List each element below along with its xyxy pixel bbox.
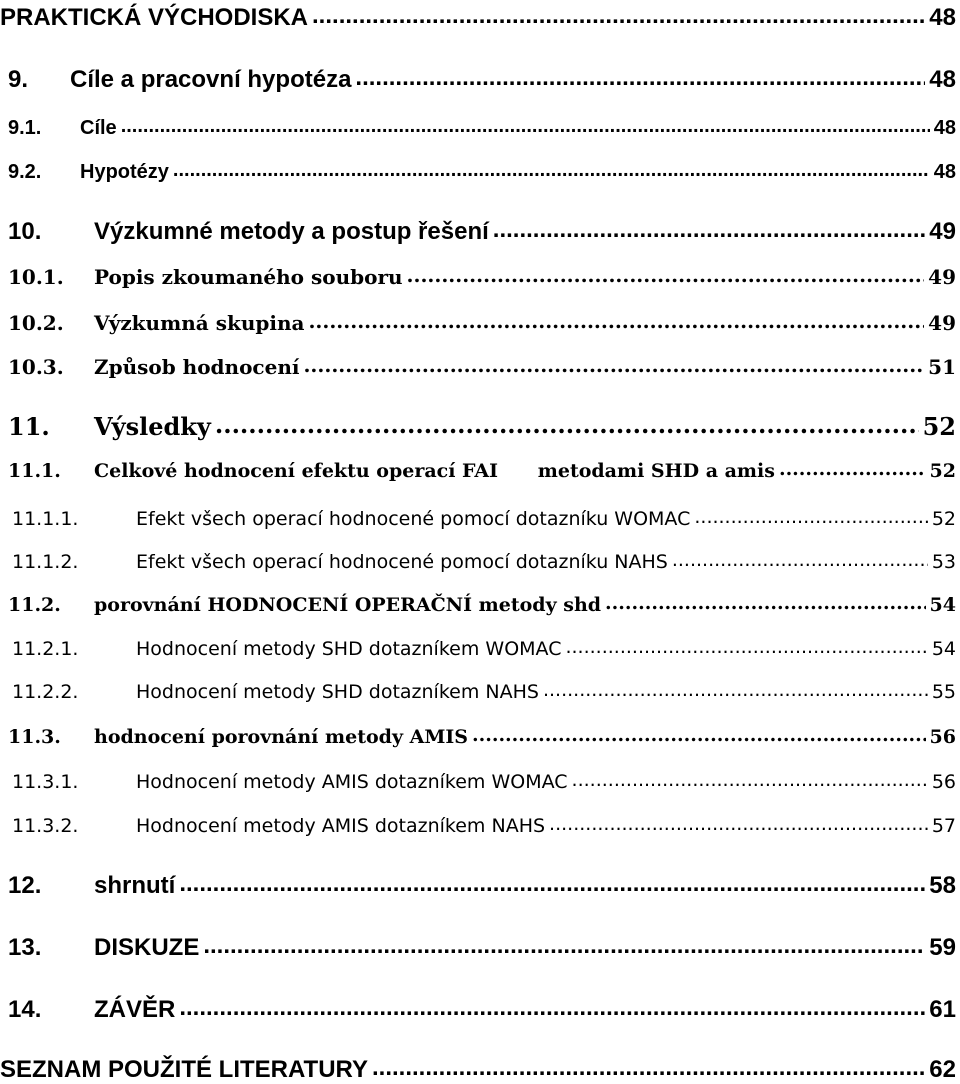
- toc-entry[interactable]: [0, 1056, 960, 1084]
- toc-entry[interactable]: [0, 551, 960, 573]
- toc-section-heading: SEZNAM POUŽITÉ LITERATURY: [0, 1056, 368, 1083]
- toc-entry[interactable]: [0, 117, 960, 140]
- toc-title: Hypotézy: [80, 161, 169, 183]
- toc-leader: [672, 549, 928, 571]
- toc-leader: [493, 216, 926, 244]
- toc-number: 11.3.2.: [12, 815, 79, 837]
- toc-entry[interactable]: [0, 934, 960, 962]
- toc-entry[interactable]: [0, 66, 960, 94]
- toc-page-number: 62: [929, 1056, 956, 1083]
- toc-page-number: 52: [931, 508, 956, 530]
- toc-page-number: 54: [931, 638, 956, 660]
- toc-leader: [312, 2, 925, 30]
- toc-section-heading: PRAKTICKÁ VÝCHODISKA: [0, 4, 309, 31]
- toc-entry[interactable]: [0, 265, 960, 289]
- toc-page-number: 56: [929, 726, 956, 748]
- toc-number: 11.1.: [8, 460, 61, 482]
- toc-leader: [179, 870, 925, 898]
- toc-title: Způsob hodnocení: [94, 355, 300, 379]
- toc-page-number: 51: [928, 355, 956, 379]
- toc-entry[interactable]: [0, 815, 960, 837]
- toc-number: 10.2.: [8, 311, 64, 335]
- toc-entry[interactable]: [0, 726, 960, 748]
- toc-number: 11.: [8, 412, 50, 441]
- toc-entry[interactable]: [0, 872, 960, 900]
- toc-title: ZÁVĚR: [94, 996, 176, 1023]
- toc-title: hodnocení porovnání metody AMIS: [94, 726, 468, 748]
- toc-number: 11.3.1.: [12, 771, 79, 793]
- toc-title: Celkové hodnocení efektu operací FAI metodami SHD a amis: [94, 460, 775, 482]
- toc-number: 13.: [8, 934, 42, 961]
- toc-number: 11.2.: [8, 594, 61, 616]
- toc-entry[interactable]: [0, 771, 960, 793]
- toc-title: porovnání HODNOCENÍ OPERAČNÍ metody shd: [94, 594, 602, 616]
- toc-leader: [179, 994, 925, 1022]
- toc-page-number: 61: [929, 996, 956, 1023]
- toc-leader: [565, 636, 927, 658]
- toc-entry[interactable]: [0, 4, 960, 32]
- toc-leader: [121, 115, 930, 138]
- toc-page-number: 52: [922, 412, 956, 441]
- toc-leader: [543, 679, 928, 701]
- toc-number: 9.2.: [8, 161, 42, 183]
- toc-leader: [173, 159, 930, 182]
- toc-page-number: 49: [928, 265, 956, 289]
- toc-number: 10.: [8, 218, 42, 245]
- toc-entry[interactable]: [0, 412, 960, 441]
- toc-entry[interactable]: [0, 218, 960, 246]
- toc-number: 12.: [8, 872, 42, 899]
- toc-entry[interactable]: [0, 996, 960, 1024]
- toc-entry[interactable]: [0, 460, 960, 482]
- toc-page-number: 54: [929, 594, 956, 616]
- toc-number: 14.: [8, 996, 42, 1023]
- toc-page-number: 56: [931, 771, 956, 793]
- toc-page-number: 57: [931, 815, 956, 837]
- toc-number: 11.1.1.: [12, 508, 79, 530]
- toc-number: 11.2.1.: [12, 638, 79, 660]
- toc-page-number: 49: [928, 311, 956, 335]
- toc-entry[interactable]: [0, 638, 960, 660]
- toc-number: 9.1.: [8, 117, 42, 139]
- toc-page-number: 55: [931, 681, 956, 703]
- toc-title: Hodnocení metody SHD dotazníkem WOMAC: [136, 638, 562, 660]
- toc-title: Výsledky: [94, 412, 211, 441]
- toc-number: 11.1.2.: [12, 551, 79, 573]
- toc-title: Efekt všech operací hodnocené pomocí dotazníku NAHS: [136, 551, 668, 573]
- toc-leader: [694, 506, 927, 528]
- toc-entry[interactable]: [0, 594, 960, 616]
- toc-leader: [549, 813, 928, 835]
- toc-leader: [779, 458, 926, 480]
- toc-number: 10.1.: [8, 265, 64, 289]
- toc-leader: [372, 1054, 925, 1082]
- toc-page-number: 52: [929, 460, 956, 482]
- toc-entry[interactable]: [0, 161, 960, 184]
- toc-number: 10.3.: [8, 355, 64, 379]
- toc-title: Hodnocení metody AMIS dotazníkem NAHS: [136, 815, 546, 837]
- toc-page-number: 48: [933, 161, 956, 183]
- toc-entry[interactable]: [0, 355, 960, 379]
- toc-leader: [407, 263, 925, 287]
- toc-leader: [572, 769, 928, 791]
- toc-page-number: 48: [929, 4, 956, 31]
- toc-title: Cíle: [80, 117, 117, 139]
- toc-title: shrnutí: [94, 872, 176, 899]
- toc-page-number: 58: [929, 872, 956, 899]
- toc-entry[interactable]: [0, 311, 960, 335]
- toc-leader: [215, 410, 919, 439]
- toc-title: Popis zkoumaného souboru: [94, 265, 403, 289]
- toc-number: 11.2.2.: [12, 681, 79, 703]
- toc-title: Cíle a pracovní hypotéza: [70, 66, 352, 93]
- toc-page-number: 49: [929, 218, 956, 245]
- toc-leader: [605, 592, 926, 614]
- toc-title: Hodnocení metody AMIS dotazníkem WOMAC: [136, 771, 568, 793]
- toc-title: DISKUZE: [94, 934, 200, 961]
- toc-page-number: 59: [929, 934, 956, 961]
- toc-title: Výzkumná skupina: [94, 311, 305, 335]
- toc-title: Efekt všech operací hodnocené pomocí dotazníku WOMAC: [136, 508, 691, 530]
- toc-page-number: 48: [929, 66, 956, 93]
- toc-page-number: 53: [931, 551, 956, 573]
- toc-leader: [472, 724, 926, 746]
- toc-title: Hodnocení metody SHD dotazníkem NAHS: [136, 681, 539, 703]
- toc-entry[interactable]: [0, 681, 960, 703]
- toc-leader: [203, 932, 925, 960]
- toc-page-number: 48: [933, 117, 956, 139]
- toc-leader: [303, 353, 924, 377]
- toc-leader: [355, 64, 925, 92]
- toc-number: 9.: [8, 66, 29, 93]
- toc-title: Výzkumné metody a postup řešení: [94, 218, 489, 245]
- toc-leader: [308, 309, 924, 333]
- toc-entry[interactable]: [0, 508, 960, 530]
- toc-number: 11.3.: [8, 726, 61, 748]
